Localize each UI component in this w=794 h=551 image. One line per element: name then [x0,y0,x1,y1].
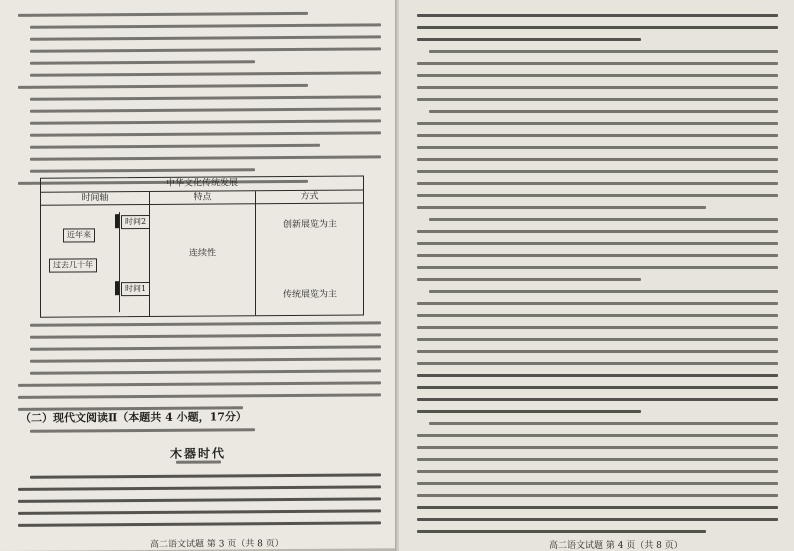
section-heading: （二）现代文阅读Ⅱ（本题共 4 小题，17分） [20,410,247,425]
text-line [30,321,381,326]
header-feature: 特点 [150,191,255,205]
text-line [417,122,778,125]
feature-cell: 连续性 [189,248,217,259]
table-divider [149,192,150,316]
table-caption: 中华文化传统发展 [41,176,363,192]
text-line [18,509,381,515]
page-footer: 高二语文试题 第 3 页（共 8 页） [150,539,284,550]
mode-cell-innovative: 创新展览为主 [283,219,338,231]
time-marker [115,281,119,295]
text-line [30,131,381,136]
text-line [417,530,706,533]
text-line [30,357,381,362]
page-4 [399,0,794,551]
text-line [417,14,778,17]
text-line [417,170,778,173]
text-line [18,393,381,399]
text-line [417,470,778,473]
text-line [417,86,778,89]
text-line [30,369,381,374]
text-line [429,422,778,425]
text-line [417,230,778,233]
text-line [417,374,778,377]
text-line [417,266,778,269]
text-line [30,119,381,124]
text-line [417,482,778,485]
reading-instructions [18,427,381,442]
text-line [417,26,778,29]
text-line [417,242,778,245]
text-line [429,218,778,221]
text-line [30,23,381,28]
text-line [417,326,778,329]
text-line [30,71,381,76]
text-line [417,506,778,509]
text-line [417,98,778,101]
time-box-past: 过去几十年 [49,258,97,272]
text-line [18,521,381,527]
text-line [417,194,778,197]
story-opening [18,473,381,536]
text-line [417,302,778,305]
mode-cell-traditional: 传统展览为主 [283,289,338,301]
text-line [176,460,221,463]
text-line [417,38,641,41]
text-line [417,446,778,449]
text-line [417,278,641,281]
text-line [417,386,778,389]
text-line [30,144,320,149]
text-line [30,473,381,478]
text-line [429,290,778,293]
text-line [18,381,381,387]
text-line [417,410,641,413]
text-line [30,107,381,112]
text-line [30,35,381,40]
story-continuation [417,14,778,542]
text-line [30,333,381,338]
text-line [30,428,255,433]
text-line [30,155,381,160]
header-mode: 方式 [256,190,363,204]
text-line [417,134,778,137]
text-line [417,254,778,257]
text-line [417,398,778,401]
text-line [18,12,308,17]
time-box-recent: 近年来 [63,228,95,242]
text-line [30,95,381,100]
text-line [30,47,381,52]
page-footer: 高二语文试题 第 4 页（共 8 页） [549,541,683,551]
text-line [18,497,381,503]
text-line [429,50,778,53]
table-divider [255,191,256,315]
text-line [417,62,778,65]
text-line [417,158,778,161]
text-line [417,350,778,353]
text-line [417,182,778,185]
text-line [417,146,778,149]
text-line [417,458,778,461]
culture-development-table [40,175,364,317]
timeline-axis [119,212,120,312]
questions-block-top [18,11,381,194]
questions-block-bottom [18,321,381,420]
text-line [417,362,778,365]
text-line [417,206,706,209]
text-line [18,84,308,89]
text-line [417,494,778,497]
text-line [30,168,255,173]
text-line [30,60,255,65]
text-line [417,518,778,521]
text-line [417,434,778,437]
time-2-box: 时间2 [121,215,150,229]
author-line [176,460,221,472]
text-line [18,485,381,491]
text-line [417,338,778,341]
header-timeline: 时间轴 [41,192,149,206]
time-marker [115,214,119,228]
time-1-box: 时间1 [121,282,150,296]
text-line [30,345,381,350]
text-line [429,110,778,113]
text-line [417,314,778,317]
text-line [417,74,778,77]
story-title: 木器时代 [170,446,227,461]
